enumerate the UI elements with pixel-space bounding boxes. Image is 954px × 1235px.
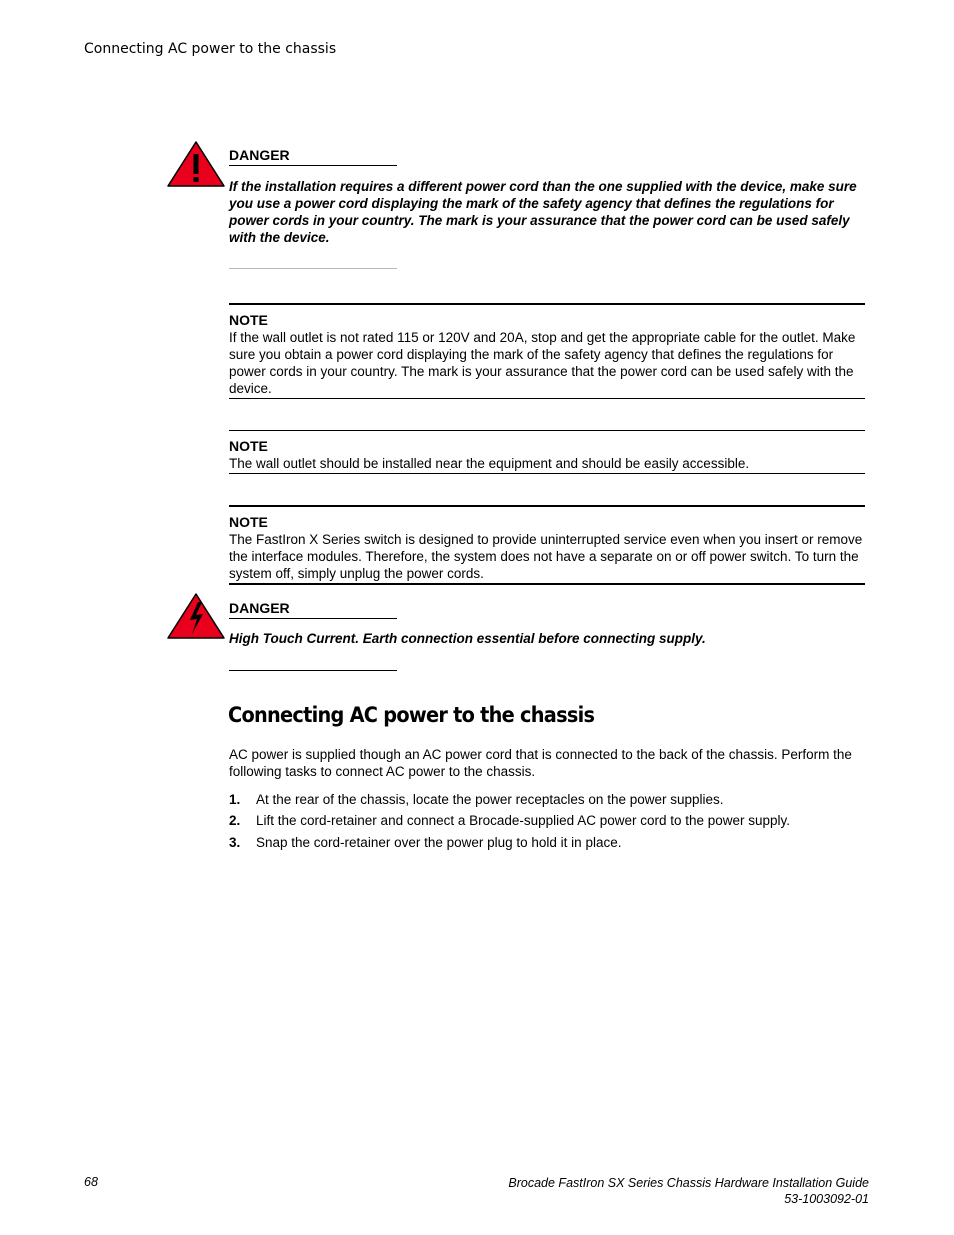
- danger-label: DANGER: [229, 599, 397, 619]
- danger-label: DANGER: [229, 146, 397, 166]
- note-label: NOTE: [229, 438, 268, 454]
- note-box: [229, 430, 865, 474]
- danger-text: High Touch Current. Earth connection essential before connecting supply.: [229, 631, 706, 646]
- step-text: Lift the cord-retainer and connect a Brocade-supplied AC power cord to the power supply.: [256, 813, 791, 828]
- divider: [229, 670, 397, 671]
- doc-number: 53-1003092-01: [784, 1192, 869, 1206]
- step-text: At the rear of the chassis, locate the power receptacles on the power supplies.: [256, 792, 724, 807]
- step-number: 3.: [229, 835, 241, 850]
- page-number: 68: [84, 1175, 98, 1189]
- note-text: If the wall outlet is not rated 115 or 120V and 20A, stop and get the appropriate cable for the outlet. Make sure you obtain a power cord displaying the mark of the safety agency that defines the regulations for power cords in your country. The mark is your assurance that the power cord can be used safely with the device.: [229, 330, 856, 396]
- danger-text: If the installation requires a different power cord than the one supplied with the device, make sure you use a power cord displaying the mark of the safety agency that defines the regulations for power cords in your country. The mark is your assurance that the power cord can be used safely with the device.: [229, 179, 857, 245]
- intro-paragraph: AC power is supplied though an AC power cord that is connected to the back of the chassis. Perform the following tasks to connect AC power to the chassis.: [229, 747, 852, 779]
- step-number: 2.: [229, 813, 241, 828]
- running-head: Connecting AC power to the chassis: [84, 41, 337, 57]
- note-label: NOTE: [229, 312, 268, 328]
- section-title: Connecting AC power to the chassis: [228, 703, 595, 727]
- doc-title: Brocade FastIron SX Series Chassis Hardware Installation Guide: [508, 1176, 869, 1190]
- electrical-hazard-icon: [166, 592, 226, 640]
- footer-doc-info: [508, 1175, 869, 1207]
- note-label: NOTE: [229, 514, 268, 530]
- note-text: The FastIron X Series switch is designed to provide uninterrupted service even when you insert or remove the interface modules. Therefore, the system does not have a separate on or off power switch. To turn the system off, simply unplug the power cords.: [229, 532, 863, 581]
- step-number: 1.: [229, 792, 241, 807]
- step-text: Snap the cord-retainer over the power plug to hold it in place.: [256, 835, 622, 850]
- note-box: [229, 303, 865, 399]
- note-text: The wall outlet should be installed near the equipment and should be easily accessible.: [229, 456, 750, 471]
- exclamation-warning-icon: [166, 140, 226, 188]
- note-box: [229, 505, 865, 585]
- divider: [229, 268, 397, 269]
